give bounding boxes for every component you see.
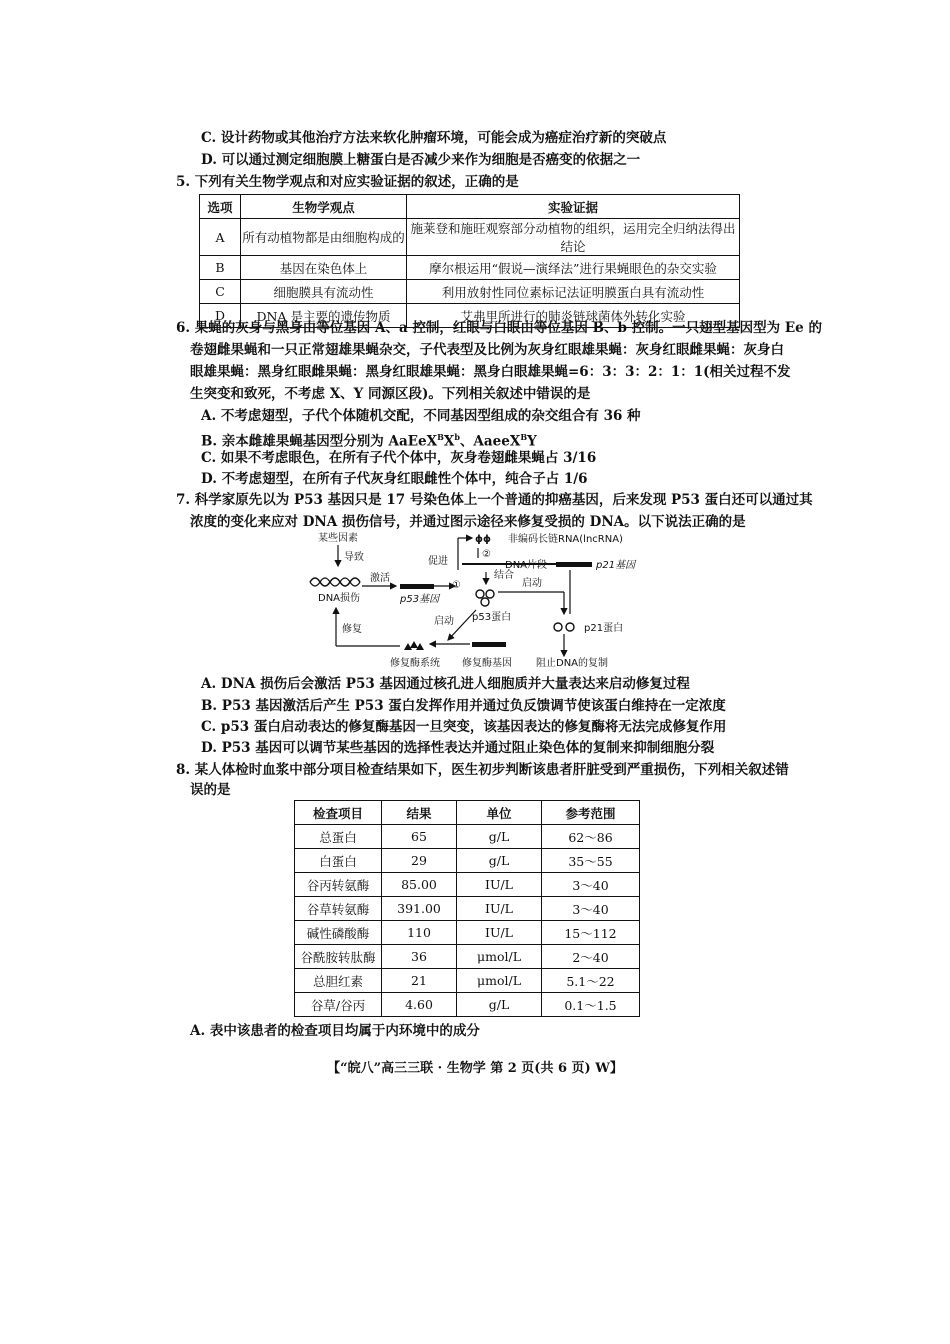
option-c: C. p53 蛋白启动表达的修复酶基因一旦突变，该基因表达的修复酶将无法完成修复作用 xyxy=(201,719,727,735)
table-cell: 白蛋白 xyxy=(295,849,382,873)
table-row xyxy=(295,921,640,945)
table-cell: g/L xyxy=(457,825,542,849)
question-5-stem: 5. 下列有关生物学观点和对应实验证据的叙述，正确的是 xyxy=(176,174,519,190)
table-cell: 所有动植物都是由细胞构成的 xyxy=(241,219,407,256)
table-cell: 艾弗里所进行的肺炎链球菌体外转化实验 xyxy=(407,304,740,328)
p53-protein-icon xyxy=(476,590,484,598)
table-header: 选项 xyxy=(200,195,241,219)
table-cell: 细胞膜具有流动性 xyxy=(241,280,407,304)
label-circle-1: ① xyxy=(452,580,461,591)
superscript: b xyxy=(454,432,460,442)
table-row xyxy=(295,969,640,993)
table-cell: 110 xyxy=(382,921,457,945)
table-cell: 35～55 xyxy=(542,849,640,873)
table-header: 参考范围 xyxy=(542,801,640,825)
repair-enzyme-gene-bar xyxy=(472,642,506,647)
label-activate: 激活 xyxy=(370,573,390,584)
table-cell: 利用放射性同位素标记法证明膜蛋白具有流动性 xyxy=(407,280,740,304)
table-cell: 谷草/谷丙 xyxy=(295,993,382,1017)
question-7-line: 浓度的变化来应对 DNA 损伤信号，并通过图示途径来修复受损的 DNA。以下说法正确的是 xyxy=(190,514,746,530)
question-6-line: 6. 果蝇的灰身与黑身由等位基因 A、a 控制，红眼与白眼由等位基因 B、b 控制。一只翅型基因型为 Ee 的 xyxy=(176,320,822,336)
table-cell: 5.1～22 xyxy=(542,969,640,993)
label-lead-to: 导致 xyxy=(344,552,364,563)
label-repair-enzyme-system: 修复酶系统 xyxy=(390,658,440,669)
table-cell: μmol/L xyxy=(457,969,542,993)
table-cell: 36 xyxy=(382,945,457,969)
label-start-2: 启动 xyxy=(434,616,454,627)
p53-gene-bar xyxy=(400,584,434,589)
table-cell: 谷草转氨酶 xyxy=(295,897,382,921)
table-cell: μmol/L xyxy=(457,945,542,969)
option-d: D. 不考虑翅型，在所有子代灰身红眼雌性个体中，纯合子占 1/6 xyxy=(201,471,588,487)
table-cell: IU/L xyxy=(457,897,542,921)
table-cell: 62～86 xyxy=(542,825,640,849)
option-b-text: Y xyxy=(527,433,537,450)
option-d-top: D. 可以通过测定细胞膜上糖蛋白是否减少来作为细胞是否癌变的依据之一 xyxy=(201,152,641,168)
label-bind: 结合 xyxy=(494,570,514,581)
table-cell: 总胆红素 xyxy=(295,969,382,993)
p21-protein-icon xyxy=(554,623,562,631)
question-6-line: 生突变和致死，不考虑 X、Y 同源区段)。下列相关叙述中错误的是 xyxy=(190,386,591,402)
table-cell: 391.00 xyxy=(382,897,457,921)
table-header: 检查项目 xyxy=(295,801,382,825)
table-cell: D xyxy=(200,304,241,328)
option-d: D. P53 基因可以调节某些基因的选择性表达并通过阻止染色体的复制来抑制细胞分裂 xyxy=(201,740,715,756)
option-b-text: 、AaeeX xyxy=(459,433,521,450)
table-cell: 2～40 xyxy=(542,945,640,969)
table-row xyxy=(295,897,640,921)
question-6-line: 卷翅雌果蝇和一只正常翅雄果蝇杂交，子代表型及比例为灰身红眼雄果蝇：灰身红眼雌果蝇：灰身白 xyxy=(190,342,784,358)
option-a: A. DNA 损伤后会激活 P53 基因通过核孔进人细胞质并大量表达来启动修复过程 xyxy=(201,676,690,692)
table-row xyxy=(200,256,740,280)
option-a: A. 表中该患者的检查项目均属于内环境中的成分 xyxy=(190,1023,480,1039)
table-cell: 基因在染色体上 xyxy=(241,256,407,280)
question-8-line: 8. 某人体检时血浆中部分项目检查结果如下，医生初步判断该患者肝脏受到严重损伤，下列相关叙述错 xyxy=(176,762,789,778)
label-lncrna: 非编码长链RNA(lncRNA) xyxy=(508,534,623,545)
p21-gene-bar xyxy=(556,562,592,567)
table-cell: 21 xyxy=(382,969,457,993)
label-dna-damage: DNA损伤 xyxy=(318,593,361,604)
option-b-text: B. 亲本雌雄果蝇基因型分别为 AaEeX xyxy=(201,433,438,450)
option-b-text: X xyxy=(443,433,455,450)
table-cell: 85.00 xyxy=(382,873,457,897)
table-cell: 15～112 xyxy=(542,921,640,945)
label-promote: 促进 xyxy=(428,556,448,567)
table-cell: 谷酰胺转肽酶 xyxy=(295,945,382,969)
table-cell: 4.60 xyxy=(382,993,457,1017)
label-p53-gene: p53基因 xyxy=(400,594,440,605)
label-p21-gene: p21基因 xyxy=(596,560,636,571)
table-cell: IU/L xyxy=(457,921,542,945)
label-dna-fragment: DNA片段 xyxy=(505,560,548,571)
table-cell: 施莱登和施旺观察部分动植物的组织，运用完全归纳法得出结论 xyxy=(407,219,740,256)
label-circle-2: ② xyxy=(482,549,491,560)
table-row xyxy=(200,219,740,256)
table-row xyxy=(295,849,640,873)
table-cell: A xyxy=(200,219,241,256)
table-header-row xyxy=(295,801,640,825)
p53-pathway-diagram xyxy=(300,528,640,672)
table-header: 实验证据 xyxy=(407,195,740,219)
table-cell: g/L xyxy=(457,993,542,1017)
option-c-top: C. 设计药物或其他治疗方法来软化肿瘤环境，可能会成为癌症治疗新的突破点 xyxy=(201,130,667,146)
table-cell: IU/L xyxy=(457,873,542,897)
table-cell: g/L xyxy=(457,849,542,873)
table-header-row xyxy=(200,195,740,219)
table-cell: 3～40 xyxy=(542,873,640,897)
label-repair: 修复 xyxy=(342,624,362,635)
label-p53-protein: p53蛋白 xyxy=(472,612,512,623)
table-cell: 碱性磷酸酶 xyxy=(295,921,382,945)
question-8-line: 误的是 xyxy=(190,782,231,798)
table-cell: C xyxy=(200,280,241,304)
label-some-factor: 某些因素 xyxy=(318,533,358,544)
label-block-dna: 阻止DNA的复制 xyxy=(536,658,609,669)
table-header: 单位 xyxy=(457,801,542,825)
question-6-line: 眼雄果蝇：黑身红眼雌果蝇：黑身红眼雄果蝇：黑身白眼雄果蝇=6：3：3：2：1：1(相关过程不发 xyxy=(190,364,791,380)
table-header: 结果 xyxy=(382,801,457,825)
rna-icon: ɸɸ xyxy=(475,534,491,545)
question-5-table xyxy=(199,194,740,328)
table-cell: 29 xyxy=(382,849,457,873)
label-repair-enzyme-gene: 修复酶基因 xyxy=(462,658,512,669)
table-cell: DNA 是主要的遗传物质 xyxy=(241,304,407,328)
table-cell: B xyxy=(200,256,241,280)
table-row xyxy=(295,825,640,849)
label-start-1: 启动 xyxy=(522,578,542,589)
table-cell: 总蛋白 xyxy=(295,825,382,849)
option-b: B. P53 基因激活后产生 P53 蛋白发挥作用并通过负反馈调节使该蛋白维持在一定浓度 xyxy=(201,698,726,714)
question-7-line: 7. 科学家原先以为 P53 基因只是 17 号染色体上一个普通的抑癌基因，后来发现 P53 蛋白还可以通过其 xyxy=(176,492,813,508)
table-cell: 摩尔根运用“假说—演绎法”进行果蝇眼色的杂交实验 xyxy=(407,256,740,280)
table-row xyxy=(200,280,740,304)
table-cell: 0.1～1.5 xyxy=(542,993,640,1017)
table-cell: 谷丙转氨酶 xyxy=(295,873,382,897)
page-footer: 【“皖八”高三三联 · 生物学 第 2 页(共 6 页) W】 xyxy=(327,1061,623,1076)
option-b xyxy=(201,428,537,451)
table-cell: 3～40 xyxy=(542,897,640,921)
option-a: A. 不考虑翅型，子代个体随机交配，不同基因型组成的杂交组合有 36 种 xyxy=(201,408,641,424)
table-row xyxy=(295,945,640,969)
table-row xyxy=(295,873,640,897)
table-row xyxy=(295,993,640,1017)
table-cell: 65 xyxy=(382,825,457,849)
superscript: B xyxy=(437,432,444,442)
option-c: C. 如果不考虑眼色，在所有子代个体中，灰身卷翅雌果蝇占 3/16 xyxy=(201,450,597,466)
label-p21-protein: p21蛋白 xyxy=(584,623,624,634)
question-8-table xyxy=(294,800,640,1017)
table-header: 生物学观点 xyxy=(241,195,407,219)
repair-enzyme-icon xyxy=(404,641,424,650)
superscript: B xyxy=(520,432,528,442)
